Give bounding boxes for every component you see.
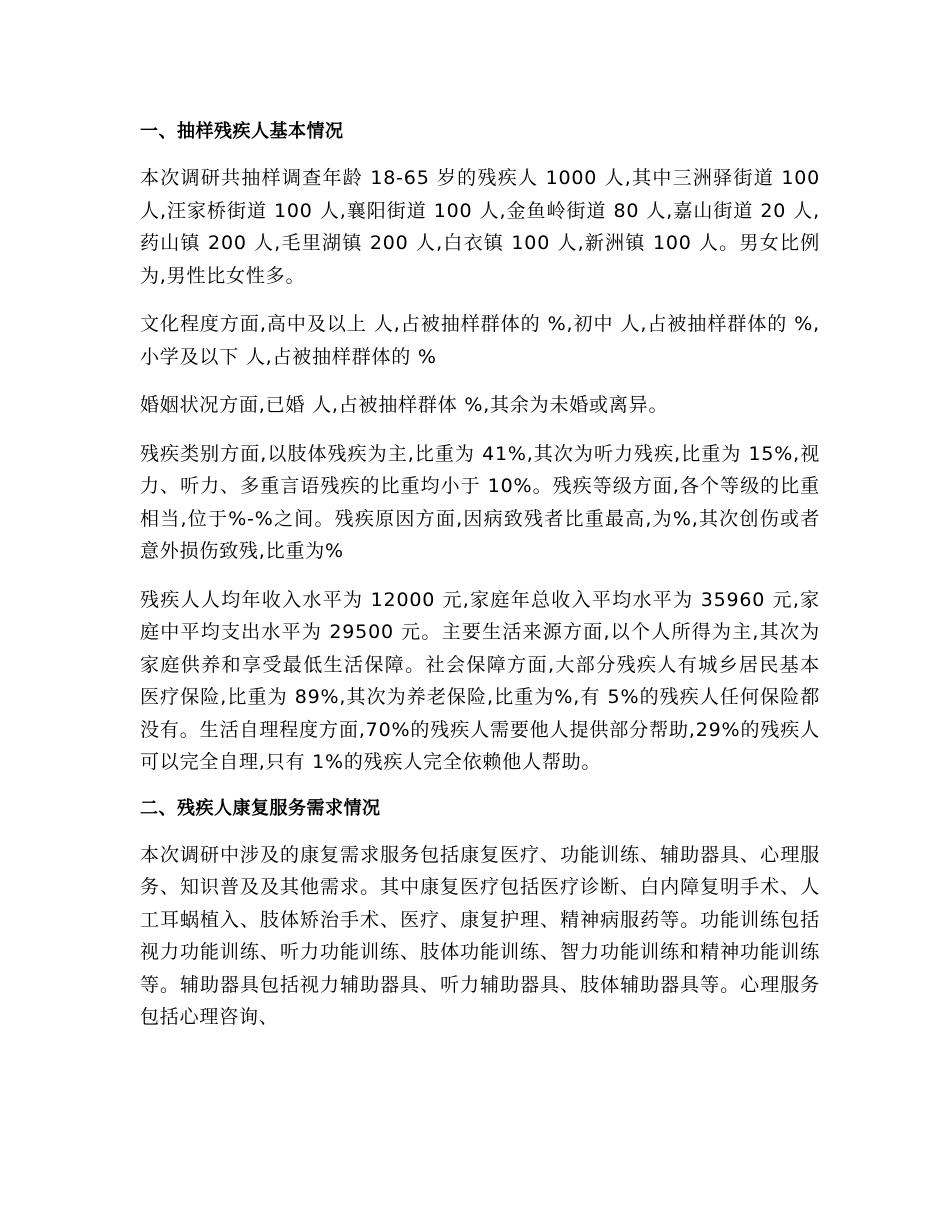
- paragraph-sample-distribution: 本次调研共抽样调查年龄 18-65 岁的残疾人 1000 人,其中三洲驿街道 100 人,汪家桥街道 100 人,襄阳街道 100 人,金鱼岭街道 80 人,嘉山街道 20 人,药山镇 200 人,毛里湖镇 200 人,白衣镇 100 人,新洲镇 100 人。男女比例为,男性比女性多。: [140, 167, 820, 287]
- section-heading-basic-info: 一、抽样残疾人基本情况: [140, 121, 344, 142]
- paragraph-disability-category: 残疾类别方面,以肢体残疾为主,比重为 41%,其次为听力残疾,比重为 15%,视力、听力、多重言语残疾的比重均小于 10%。残疾等级方面,各个等级的比重相当,位于%-%之间。残疾原因方面,因病致残者比重最高,为%,其次创伤或者意外损伤致残,比重为%: [140, 442, 820, 562]
- paragraph-marital-status: 婚姻状况方面,已婚 人,占被抽样群体 %,其余为未婚或离异。: [140, 394, 669, 416]
- paragraph-rehab-services: 本次调研中涉及的康复需求服务包括康复医疗、功能训练、辅助器具、心理服务、知识普及及其他需求。其中康复医疗包括医疗诊断、白内障复明手术、人工耳蜗植入、肢体矫治手术、医疗、康复护理、精神病服药等。功能训练包括视力功能训练、听力功能训练、肢体功能训练、智力功能训练和精神功能训练等。辅助器具包括视力辅助器具、听力辅助器具、肢体辅助器具等。心理服务包括心理咨询、: [140, 843, 820, 1028]
- paragraph-income-security: 残疾人人均年收入水平为 12000 元,家庭年总收入平均水平为 35960 元,家庭中平均支出水平为 29500 元。主要生活来源方面,以个人所得为主,其次为家庭供养和享受最低生活保障。社会保障方面,大部分残疾人有城乡居民基本医疗保险,比重为 89%,其次为养老保险,比重为%,有 5%的残疾人任何保险都没有。生活自理程度方面,70%的残疾人需要他人提供部分帮助,29%的残疾人可以完全自理,只有 1%的残疾人完全依赖他人帮助。: [140, 588, 820, 773]
- paragraph-education-level: 文化程度方面,高中及以上 人,占被抽样群体的 %,初中 人,占被抽样群体的 %,小学及以下 人,占被抽样群体的 %: [140, 313, 820, 368]
- section-heading-rehab-needs: 二、残疾人康复服务需求情况: [140, 797, 381, 819]
- document-page: [140, 118, 820, 1050]
